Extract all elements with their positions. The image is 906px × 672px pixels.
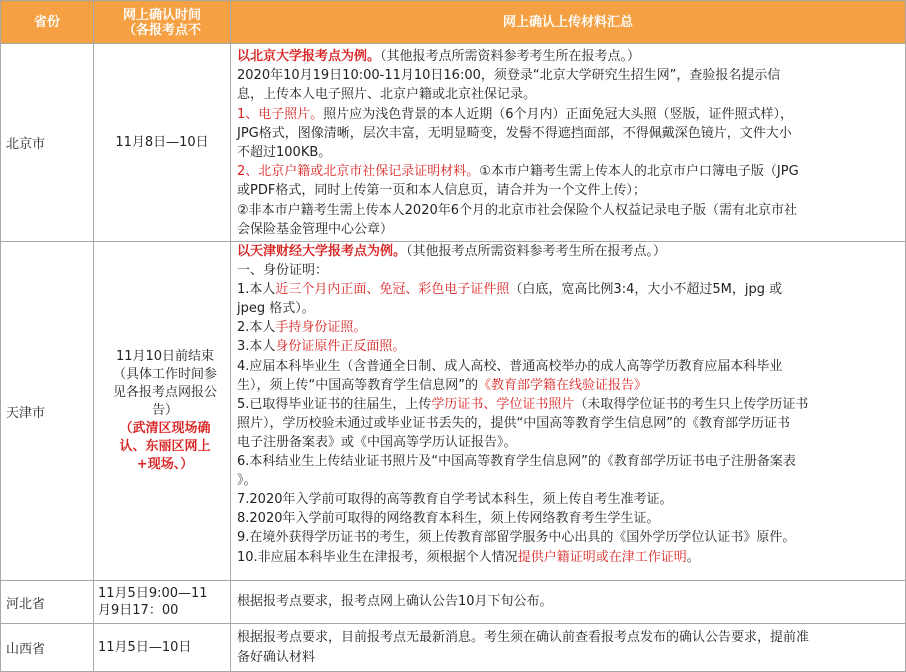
table-row-tianjin bbox=[1, 242, 906, 581]
tj-time-red-2: 认、东丽区网上 bbox=[119, 439, 211, 454]
tj-line-9: 5.已取得毕业证书的往届生，上传学历证书、学位证书照片（未取得学位证书的考生只上传学历证书 bbox=[237, 396, 809, 412]
tj-time-red-3: +现场、） bbox=[136, 457, 194, 472]
header-time-line2: （各报考点不 bbox=[122, 23, 201, 38]
shanxi-line-1: 根据报考点要求，目前报考点无最新消息。考生须在确认前查看报考点发布的确认公告要求，提前准 bbox=[237, 630, 810, 646]
tj-line-11: 电子注册备案表》或《中国高等学历认证报告》。 bbox=[237, 434, 517, 450]
bj-line-10: 会保险基金管理中心公章） bbox=[237, 221, 394, 237]
province-cell-beijing: 北京市 bbox=[1, 44, 94, 242]
tj-line-7: 4.应届本科毕业生（含普通全日制、成人高校、普通高校举办的成人高等学历教育应届本科毕业 bbox=[237, 358, 783, 374]
header-time bbox=[94, 1, 231, 44]
bj-line-9: ②非本市户籍考生需上传本人2020年6个月的北京市社会保险个人权益记录电子版（需有北京市社 bbox=[237, 202, 798, 218]
province-cell-shanxi: 山西省 bbox=[1, 624, 94, 672]
header-materials: 网上确认上传材料汇总 bbox=[231, 1, 906, 44]
bj-line-1: 以北京大学报考点为例。（其他报考点所需资料参考考生所在报考点。） bbox=[237, 49, 641, 64]
tj-line-14: 7.2020年入学前可取得的高等教育自学考试本科生，须上传自考生准考证。 bbox=[237, 492, 673, 508]
bj-line-4: 1、电子照片。照片应为浅色背景的本人近期（6个月内）正面免冠大头照（竖版，证件照式样）， bbox=[237, 106, 794, 122]
hebei-time-2: 月9日17：00 bbox=[98, 603, 179, 618]
tj-time-4: 告） bbox=[151, 403, 178, 418]
table-row-hebei bbox=[1, 581, 906, 624]
tj-line-4: jpeg 格式）。 bbox=[237, 301, 315, 317]
tj-line-17: 10.非应届本科毕业生在津报考，须根据个人情况提供户籍证明或在津工作证明。 bbox=[237, 549, 700, 565]
tj-line-3: 1.本人近三个月内正面、免冠、彩色电子证件照（白底，宽高比例3:4，大小不超过5M，jpg 或 bbox=[237, 282, 783, 298]
tj-line-13: 》。 bbox=[237, 473, 257, 489]
bj-line-8: 或PDF格式，同时上传第一页和本人信息页，请合并为一个文件上传）； bbox=[237, 183, 646, 199]
materials-cell-shanxi bbox=[231, 624, 906, 672]
tj-line-8: 生），须上传“中国高等教育学生信息网”的《教育部学籍在线验证报告》 bbox=[237, 377, 647, 393]
header-province: 省份 bbox=[1, 1, 94, 44]
tj-time-red-1: （武清区现场确 bbox=[119, 421, 211, 436]
shanxi-line-2: 备好确认材料 bbox=[237, 649, 316, 665]
hebei-time-1: 11月5日9:00—11 bbox=[98, 586, 208, 601]
table-row-beijing bbox=[1, 44, 906, 242]
tj-line-6: 3.本人身份证原件正反面照。 bbox=[237, 339, 406, 355]
time-cell-shanxi: 11月5日—10日 bbox=[94, 624, 231, 672]
materials-cell-beijing bbox=[231, 44, 906, 242]
province-cell-hebei: 河北省 bbox=[1, 581, 94, 624]
bj-line-2: 2020年10月19日10:00-11月10日16:00，须登录“北京大学研究生招生网”，查验报名提示信 bbox=[237, 68, 781, 84]
tj-time-2: （具体工作时间参 bbox=[112, 367, 217, 382]
time-cell-tianjin bbox=[94, 242, 231, 581]
table-row-shanxi bbox=[1, 624, 906, 672]
province-cell-tianjin: 天津市 bbox=[1, 242, 94, 581]
materials-cell-tianjin bbox=[231, 242, 906, 581]
header-time-line1: 网上确认时间 bbox=[122, 8, 201, 23]
bj-line-5: JPG格式，图像清晰，层次丰富，无明显畸变，发髻不得遮挡面部，不得佩戴深色镜片，文件大小 bbox=[237, 125, 792, 141]
materials-cell-hebei: 根据报考点要求，报考点网上确认公告10月下旬公布。 bbox=[231, 581, 906, 624]
tj-line-10: 照片），学历校验未通过或毕业证书丢失的，提供“中国高等教育学生信息网”的《教育部学历证书 bbox=[237, 415, 790, 431]
tj-line-12: 6.本科结业生上传结业证书照片及“中国高等教育学生信息网”的《教育部学历证书电子注册备案表 bbox=[237, 454, 796, 470]
bj-line-7: 2、北京户籍或北京市社保记录证明材料。①本市户籍考生需上传本人的北京市户口簿电子版（JPG bbox=[237, 164, 799, 180]
bj-line-3: 息，上传本人电子照片、北京户籍或北京社保记录。 bbox=[237, 87, 537, 103]
tj-line-15: 8.2020年入学前可取得的网络教育本科生，须上传网络教育考生学生证。 bbox=[237, 511, 660, 527]
tj-line-5: 2.本人手持身份证照。 bbox=[237, 320, 367, 336]
tj-time-3: 见各报考点网报公 bbox=[112, 385, 217, 400]
bj-line-6: 不超过100KB。 bbox=[237, 145, 332, 161]
time-cell-beijing: 11月8日—10日 bbox=[94, 44, 231, 242]
tj-line-1: 以天津财经大学报考点为例。（其他报考点所需资料参考考生所在报考点。） bbox=[237, 244, 667, 259]
tj-time-1: 11月10日前结束 bbox=[115, 349, 215, 364]
table-header-row bbox=[1, 1, 906, 44]
tj-line-16: 9.在境外获得学历证书的考生，须上传教育部留学服务中心出具的《国外学历学位认证书》原件。 bbox=[237, 530, 796, 546]
tj-line-2: 一、身份证明： bbox=[237, 263, 329, 279]
time-cell-hebei bbox=[94, 581, 231, 624]
